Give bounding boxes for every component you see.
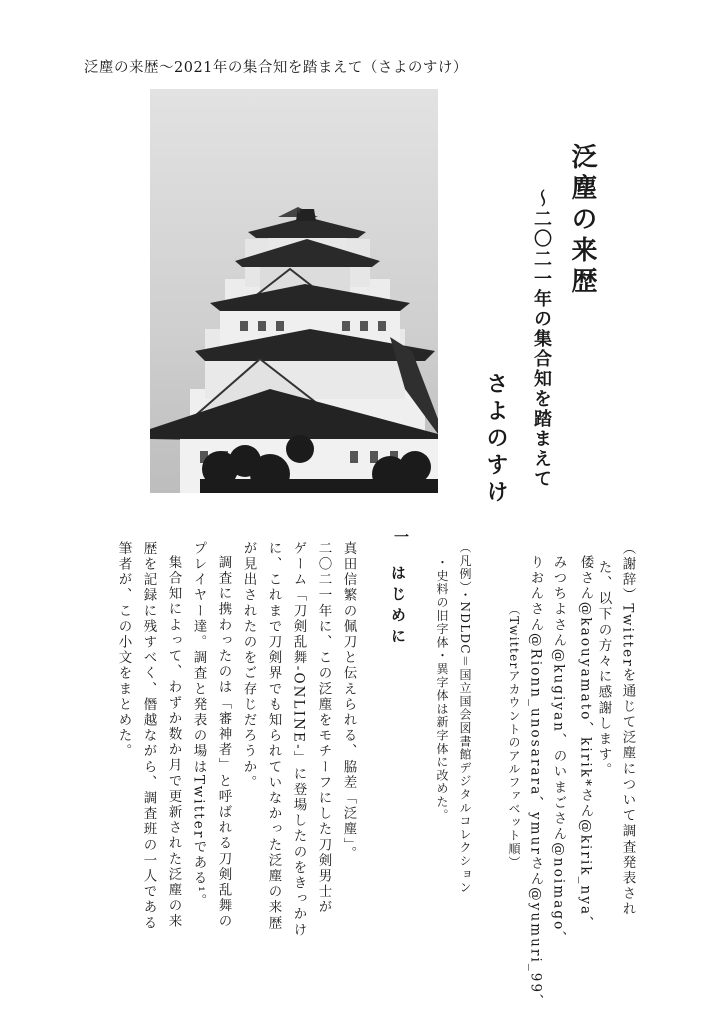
body-line-10: 筆者が、この小文をまとめた。 <box>115 541 132 760</box>
ack-line-4: みつちよさん@kugiyan、のいまごさん@noimago、 <box>550 555 567 947</box>
ack-line-5: りおんさん@Rionn_unosarara、ymurさん@yumuri_99、 <box>527 555 544 1010</box>
castle-photo <box>150 89 438 493</box>
body-line-3: ゲーム「刀剣乱舞-ONLINE-」に登場したのをきっかけ <box>290 541 307 939</box>
title-sub: ～二〇二一年の集合知を踏まえて <box>531 189 552 489</box>
body-line-8: 集合知によって、わずか数か月で更新された泛塵の来 <box>165 555 182 930</box>
section-number: 一 <box>392 529 410 550</box>
ack-line-3: 倭さん@kaouyamato、kirik*さん@kirik_nya、 <box>577 555 594 932</box>
ack-line-2: た、以下の方々に感謝します。 <box>595 560 612 779</box>
section-heading: はじめに <box>389 565 407 649</box>
notes-line-2: ・史料の旧字体・異字体は新字体に改めた。 <box>435 556 449 822</box>
body-line-1: 真田信繁の佩刀と伝えられる、脇差「泛塵」。 <box>340 541 357 862</box>
castle-image <box>150 89 438 493</box>
ack-line-6: （Twitterアカウントのアルファベット順） <box>507 603 521 870</box>
title-main: 泛塵の来歴 <box>567 143 597 298</box>
body-line-9: 歴を記録に残すべく、僭越ながら、調査班の一人である <box>140 541 157 931</box>
body-line-5: が見出されたのをご存じだろうか。 <box>240 541 257 791</box>
running-head: 泛塵の来歴～2021年の集合知を踏まえて（さよのすけ） <box>84 60 468 76</box>
body-line-7: プレイヤー達。調査と発表の場はTwitterである¹。 <box>190 541 207 910</box>
body-line-4: に、これまで刀剣界でも知られていなかった泛塵の来歴 <box>265 541 282 931</box>
body-line-6: 調査に携わったのは「審神者」と呼ばれる刀剣乱舞の <box>215 555 232 930</box>
ack-line-1: （謝辞）Twitterを通じて泛塵について調査発表され <box>619 541 636 918</box>
notes-line-1: （凡例）・NDLDC＝国立国会図書館デジタルコレクション <box>458 541 472 895</box>
author: さよのすけ <box>483 372 509 507</box>
body-line-2: 二〇二一年に、この泛塵をモチーフにした刀剣男士が <box>315 541 332 916</box>
